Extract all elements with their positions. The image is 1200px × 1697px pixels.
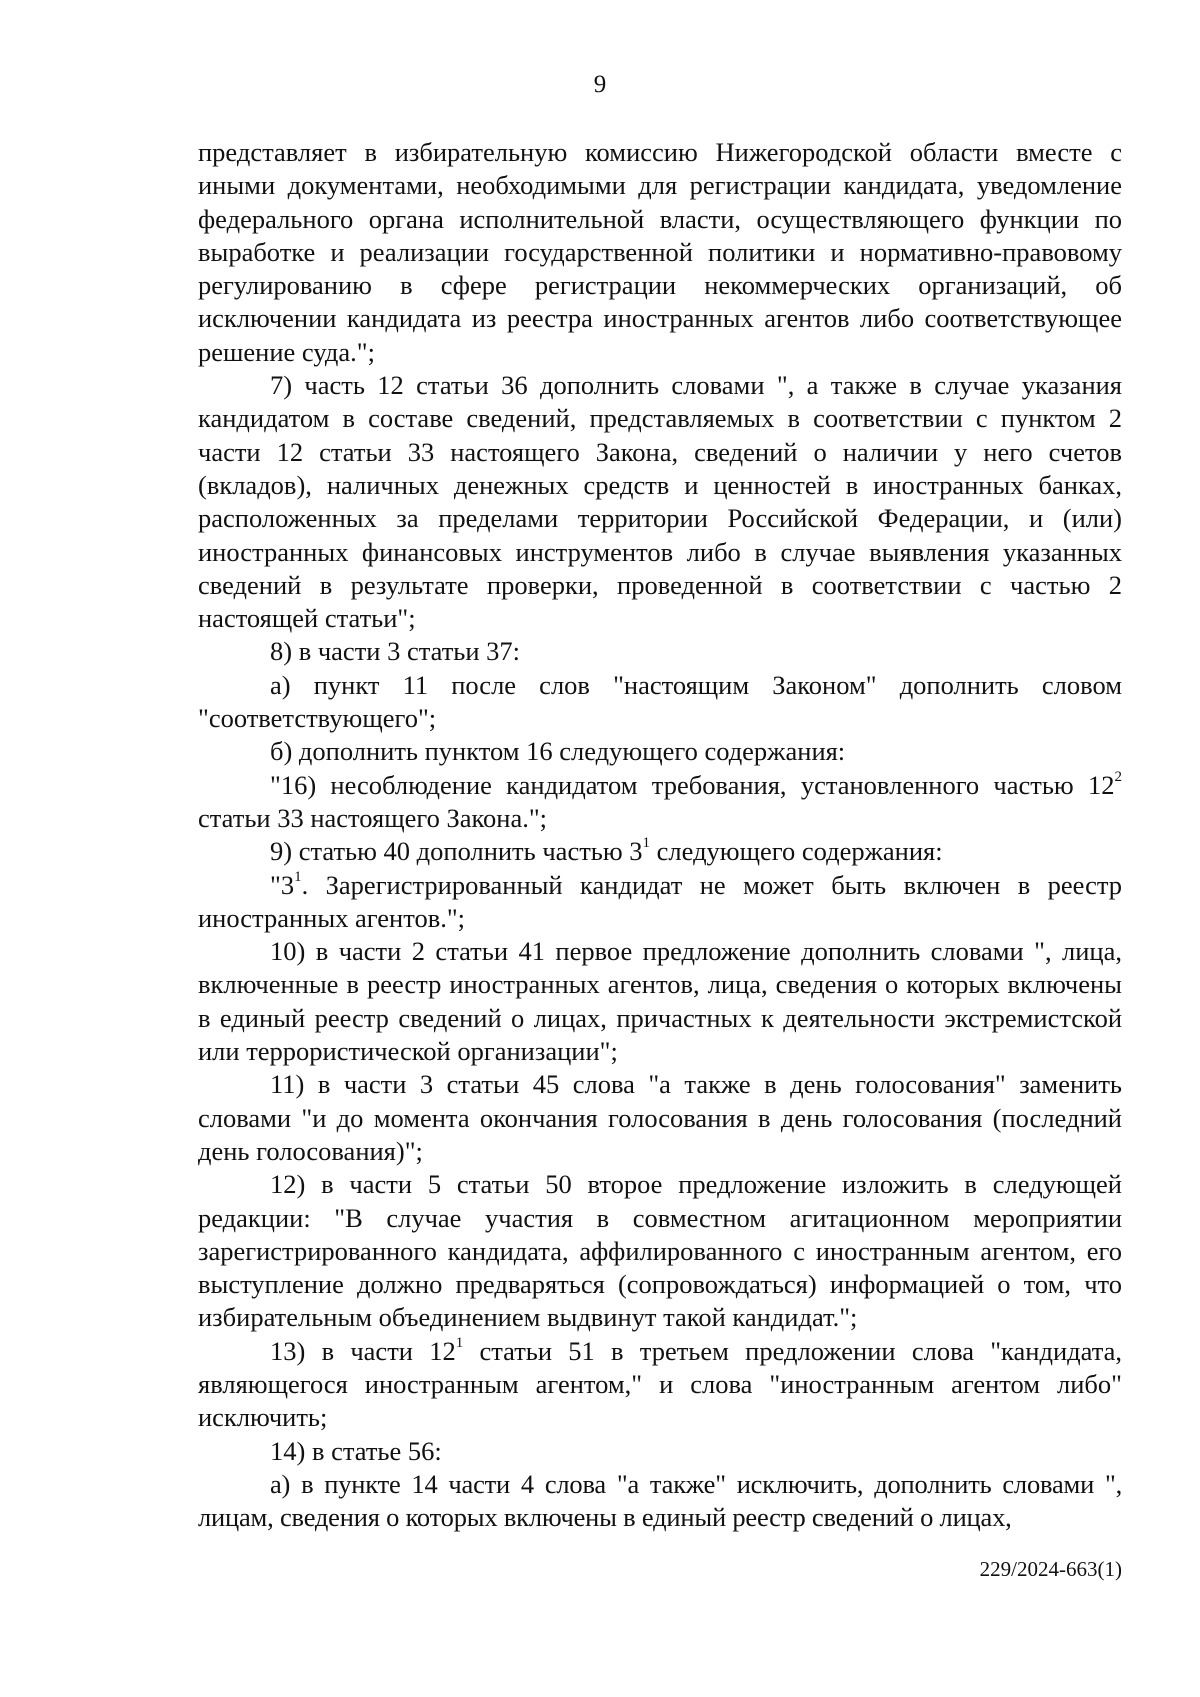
paragraph-text-part: 9) статью 40 дополнить частью 3 [270,836,643,867]
paragraph-text-part: статьи 33 настоящего Закона."; [198,802,548,833]
paragraph-text-part: следующего содержания: [650,836,943,867]
superscript: 2 [1114,768,1122,785]
paragraph-item-11: 11) в части 3 статьи 45 слова "а также в день голосования" заменить словами "и до момента окончания голосования в день голосования (последний день голосования)"; [198,1069,1122,1166]
superscript: 1 [294,868,302,885]
paragraph-text-part: . Зарегистрированный кандидат не может быть включен в реестр иностранных агентов."; [198,869,1122,933]
paragraph-item-8a: а) пункт 11 после слов "настоящим Законом" дополнить словом "соответствующего"; [198,669,1122,734]
document-code: 229/2024-663(1) [979,1557,1122,1581]
paragraph-item-14a: а) в пункте 14 части 4 слова "а также" исключить, дополнить словами ", лицам, сведения о которых включены в единый реестр сведений о лицах, [198,1468,1122,1533]
paragraph-item-8b-point-16 [198,769,1122,836]
paragraph-item-8b: б) дополнить пунктом 16 следующего содержания: [270,736,846,767]
paragraph-item-9 [198,835,1122,868]
paragraph-item-8: 8) в части 3 статьи 37: [270,636,521,667]
paragraph-item-14: 14) в статье 56: [270,1435,442,1466]
paragraph-item-13 [198,1335,1122,1435]
paragraph-continuation: представляет в избирательную комиссию Нижегородской области вместе с иными документами, необходимыми для регистрации кандидата, уведомление федерального органа исполнительной власти, осуществляющего функции по выработке и реализации государственной политики и нормативно-правовому регулированию в сфере регистрации некоммерческих организаций, об исключении кандидата из реестра иностранных агентов либо соответствующее решение суда."; [198,137,1122,367]
paragraph-text-part: статьи 51 в третьем предложении слова "кандидата, являющегося иностранным агентом," и слова "иностранным агентом либо" исключить; [198,1335,1122,1433]
page-number: 9 [593,71,607,98]
paragraph-text-part: 13) в части 12 [270,1335,456,1366]
document-body [198,136,1122,1534]
paragraph-text-part: "16) несоблюдение кандидатом требования, установленного частью 12 [270,769,1115,800]
superscript: 1 [455,1334,464,1351]
paragraph-item-10: 10) в части 2 статьи 41 первое предложение дополнить словами ", лица, включенные в реестр иностранных агентов, лица, сведения о которых включены в единый реестр сведений о лицах, причастных к деятельности экстремистской или террористической организации"; [198,936,1122,1067]
superscript: 1 [642,835,651,852]
paragraph-item-12: 12) в части 5 статьи 50 второе предложение изложить в следующей редакции: "В случае участия в совместном агитационном мероприятии зарегистрированного кандидата, аффилированного с иностранным агентом, его выступление должно предваряться (сопровождаться) информацией о том, что избирательным объединением выдвинут такой кандидат."; [198,1169,1122,1333]
paragraph-text-part: "3 [270,869,295,900]
paragraph-item-7: 7) часть 12 статьи 36 дополнить словами ", а также в случае указания кандидатом в составе сведений, представляемых в соответствии с пунктом 2 части 12 статьи 33 настоящего Закона, сведений о наличии у него счетов (вкладов), наличных денежных средств и ценностей в иностранных банках, расположенных за пределами территории Российской Федерации, и (или) иностранных финансовых инструментов либо в случае выявления указанных сведений в результате проверки, проведенной в соответствии с частью 2 настоящей статьи"; [198,370,1122,634]
paragraph-item-9-part-3-1 [198,869,1122,936]
